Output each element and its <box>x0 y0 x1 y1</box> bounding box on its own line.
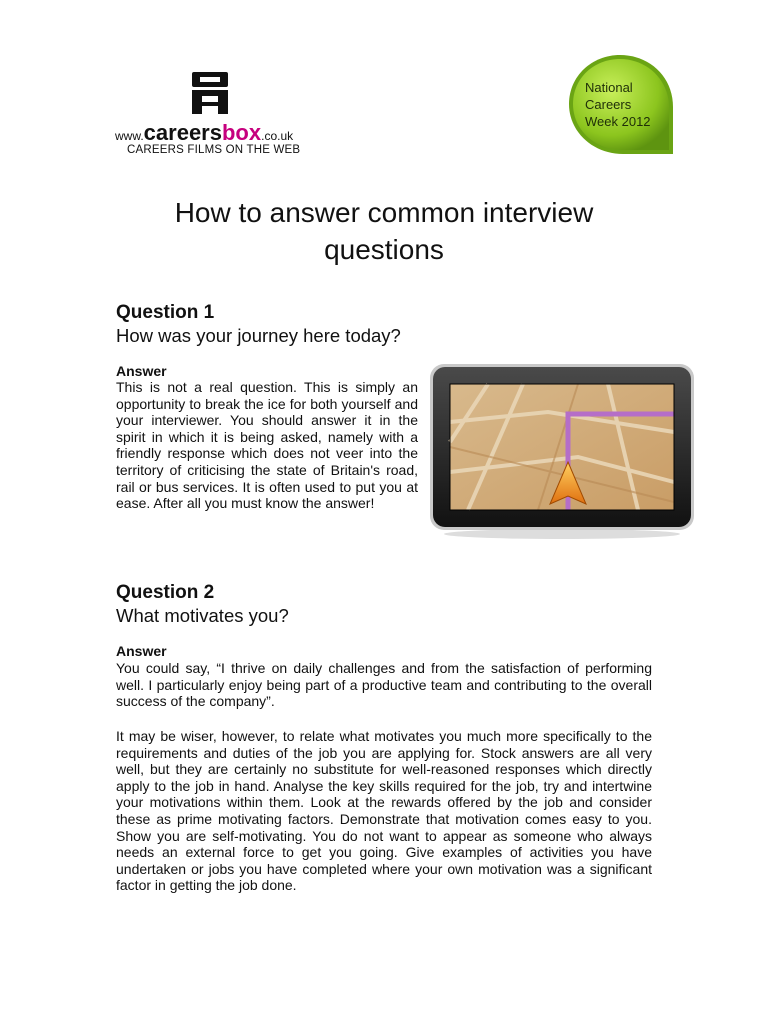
answer-2-paragraph-2: It may be wiser, however, to relate what motivates you much more specifically to the requirements and duties of the job you are applying for. Stock answers are all very well, but they are certainly no substitute for well-reasoned responses which directly apply to the job in hand. Analyse the key skills required for the job, try and intertwine your motivations within them. Look at the rewards offered by the job and consider these as prime motivating factors. Demonstrate that motivation comes easy to you. Show you are self-motivating. You do not want to appear as someone who always needs an external force to get you going. Give examples of activities you have undertaken or jobs you have completed where your own motivation was a significant factor in getting the job done. <box>116 728 652 894</box>
careersbox-robot-icon <box>190 70 230 116</box>
question-2-heading: Question 2 <box>116 582 215 603</box>
badge-text: National Careers Week 2012 <box>585 80 651 129</box>
logo-url: www.careersbox.co.uk <box>115 120 294 145</box>
careersbox-logo <box>115 70 315 165</box>
answer-2-label: Answer <box>116 643 167 659</box>
logo-tagline: CAREERS FILMS ON THE WEB <box>127 144 301 156</box>
question-1-text: How was your journey here today? <box>116 325 401 346</box>
question-2-text: What motivates you? <box>116 605 289 626</box>
gps-tablet-image <box>428 362 696 542</box>
page-title: How to answer common interview questions <box>174 197 594 265</box>
answer-1-label: Answer <box>116 363 167 379</box>
question-1-heading: Question 1 <box>116 302 215 323</box>
answer-1-text: This is not a real question. This is simply an opportunity to break the ice for both yourself and your interviewer. You should answer it in the spirit in which it is being asked, namely with a friendly response which does not veer into the territory of criticising the state of Britain's road, rail or bus services. It is often used to put you at ease. After all you must know the answer! <box>116 379 418 512</box>
national-careers-week-badge <box>565 52 679 157</box>
answer-2-paragraph-1: You could say, “I thrive on daily challenges and from the satisfaction of performing well. I particularly enjoy being part of a productive team and contributing to the overall success of the company”. <box>116 660 652 710</box>
